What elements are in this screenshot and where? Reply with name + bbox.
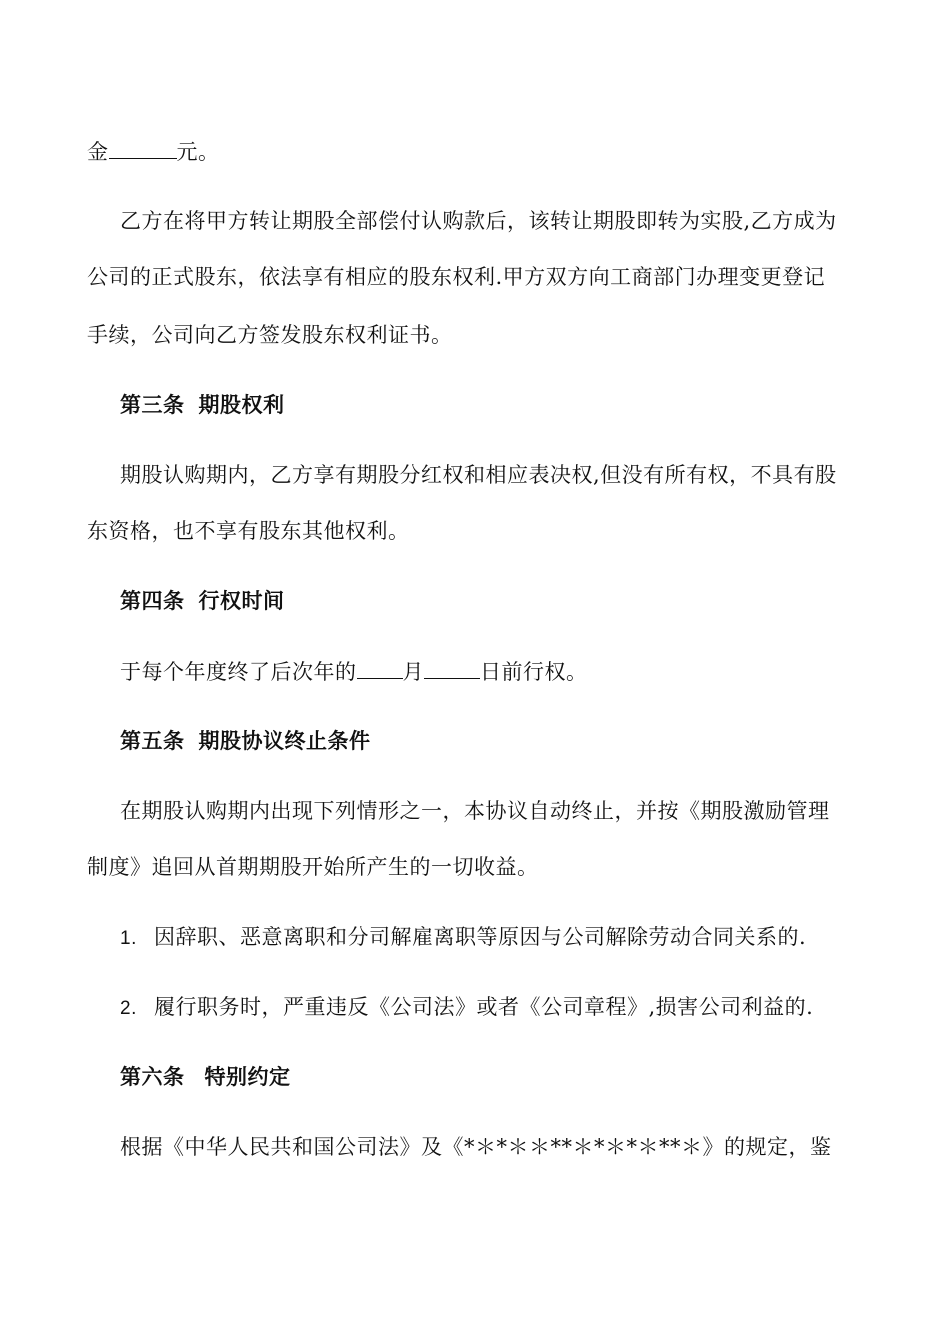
article-4-heading [120,586,285,616]
month-label: 月 [402,660,424,684]
article-number: 第六条 [120,1064,185,1089]
list-item [120,992,813,1024]
paragraph-line: 东资格，也不享有股东其他权利。 [87,519,410,543]
day-blank [424,656,480,679]
amount-suffix: 元。 [176,140,220,164]
amount-blank [109,136,177,159]
article-title: 行权时间 [198,588,285,613]
month-blank [357,656,403,679]
amount-prefix: 金 [87,140,109,164]
paragraph-line: 在期股认购期内出现下列情形之一，本协议自动终止，并按《期股激励管理 [120,799,830,823]
exercise-time-line [120,656,588,687]
list-number: 1. [120,928,137,949]
exercise-text-before: 于每个年度终了后次年的 [120,660,357,684]
amount-line [87,136,220,167]
article-number: 第三条 [120,392,185,417]
list-text: 履行职务时，严重违反《公司法》或者《公司章程》,损害公司利益的. [154,995,814,1019]
article-number: 第五条 [120,728,185,753]
article-5-heading [120,726,371,756]
paragraph-line: 期股认购期内，乙方享有期股分红权和相应表决权,但没有所有权，不具有股 [120,463,837,487]
paragraph-line: 乙方在将甲方转让期股全部偿付认购款后，该转让期股即转为实股,乙方成为 [120,209,837,233]
list-text: 因辞职、恶意离职和分司解雇离职等原因与公司解除劳动合同关系的. [154,925,807,949]
list-number: 2. [120,998,137,1019]
paragraph-line: 根据《中华人民共和国公司法》及《*＊*＊＊**＊*＊*＊**＊》的规定，鉴 [120,1135,832,1159]
article-title: 期股协议终止条件 [198,728,371,753]
paragraph-line: 公司的正式股东，依法享有相应的股东权利.甲方双方向工商部门办理变更登记 [87,265,826,289]
article-6-heading [120,1062,291,1092]
paragraph-line: 手续，公司向乙方签发股东权利证书。 [87,323,453,347]
article-3-heading [120,390,285,420]
article-title: 期股权利 [198,392,285,417]
exercise-text-after: 日前行权。 [480,660,588,684]
article-title: 特别约定 [204,1064,291,1089]
list-item [120,922,806,954]
article-number: 第四条 [120,588,185,613]
paragraph-line: 制度》追回从首期期股开始所产生的一切收益。 [87,855,539,879]
